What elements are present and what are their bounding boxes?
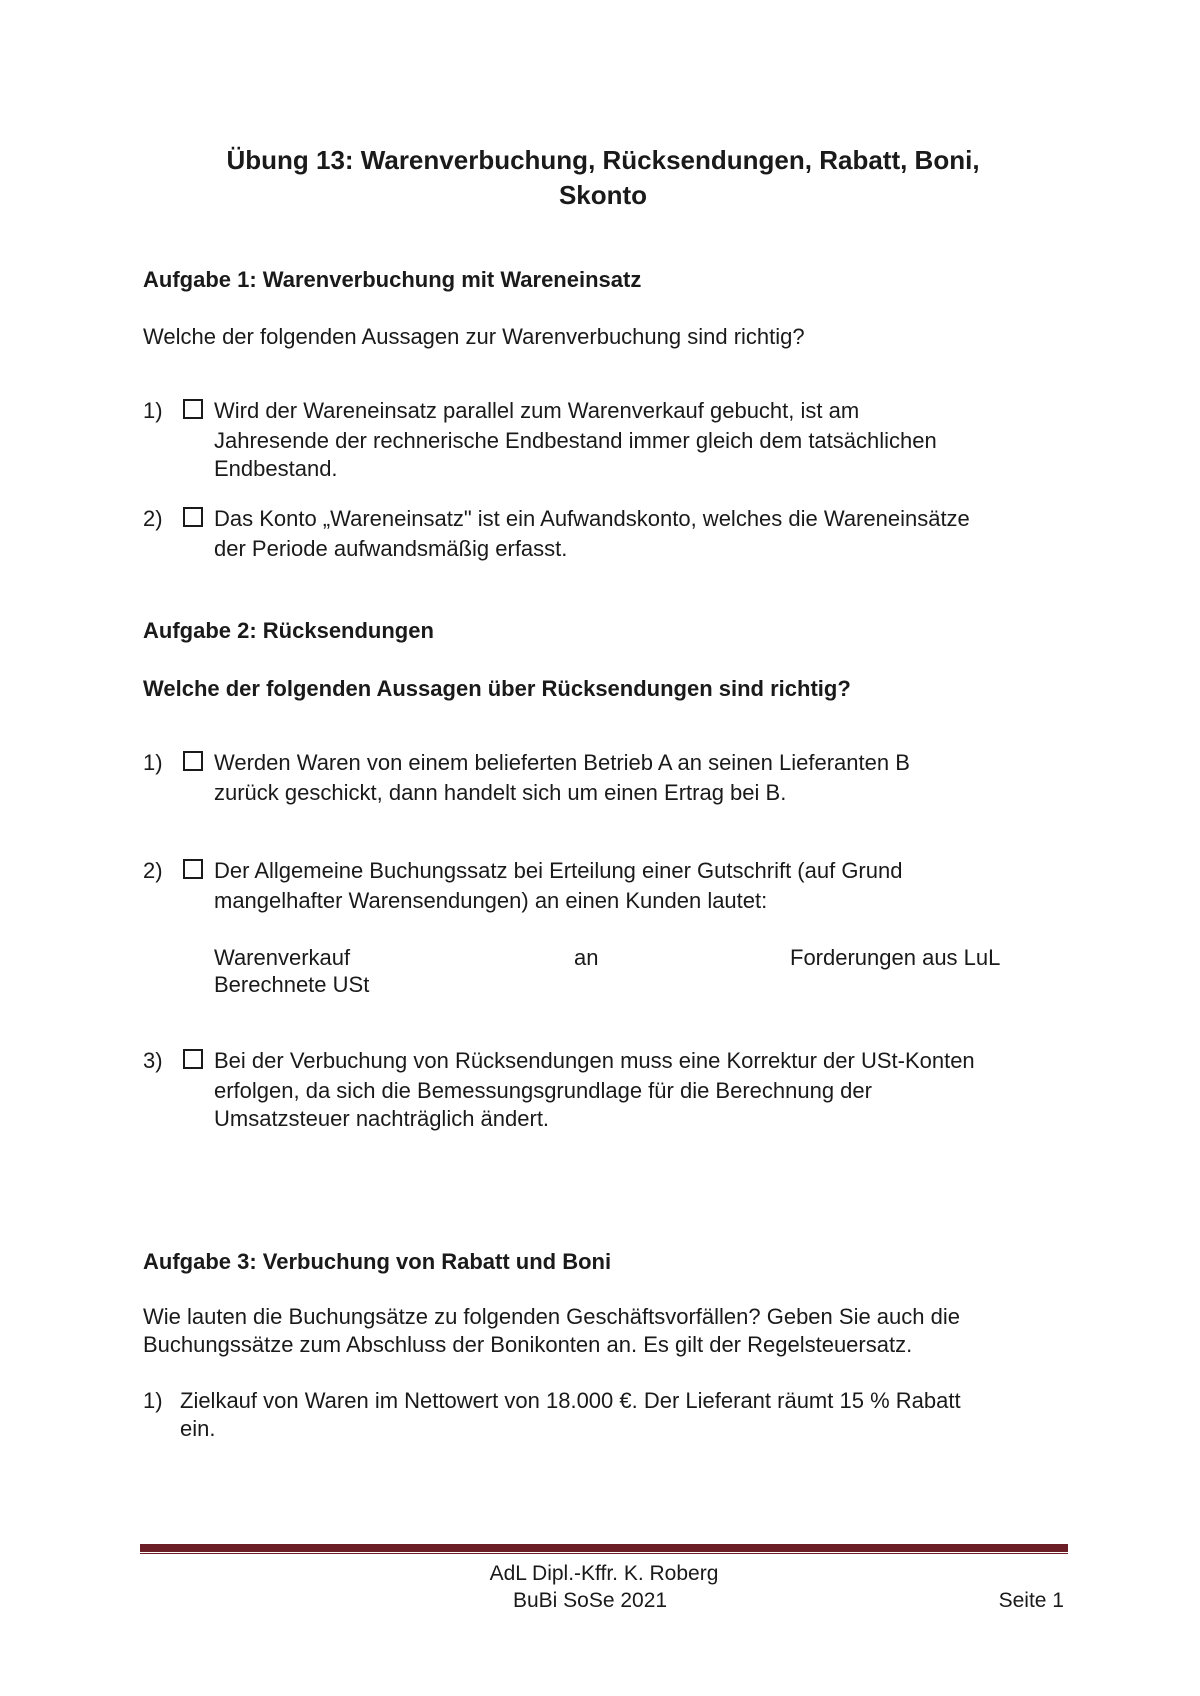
answer-checkbox[interactable]	[183, 1049, 203, 1069]
item-text-line: zurück geschickt, dann handelt sich um einen Ertrag bei B.	[214, 780, 787, 805]
item-text-line: Das Konto „Wareneinsatz" ist ein Aufwandskonto, welches die Wareneinsätze	[214, 506, 970, 531]
footer-author: AdL Dipl.-Kffr. K. Roberg	[489, 1562, 719, 1585]
item-text-line: Zielkauf von Waren im Nettowert von 18.000 €. Der Lieferant räumt 15 % Rabatt	[180, 1388, 961, 1413]
item-text-line: Wird der Wareneinsatz parallel zum Warenverkauf gebucht, ist am	[214, 398, 860, 423]
page-title	[145, 143, 1061, 213]
item-text-line: mangelhafter Warensendungen) an einen Kunden lautet:	[214, 888, 768, 913]
item-text-line: ein.	[180, 1416, 216, 1441]
booking-debit-account-2: Berechnete USt	[214, 972, 370, 997]
intro-line: Wie lauten die Buchungsätze zu folgenden Geschäftsvorfällen? Geben Sie auch die	[143, 1304, 960, 1329]
item-number: 1)	[143, 750, 163, 775]
footer-divider	[140, 1544, 1068, 1552]
item-text-line: Umsatzsteuer nachträglich ändert.	[214, 1106, 550, 1131]
footer-course: BuBi SoSe 2021	[512, 1589, 668, 1612]
task3-heading: Aufgabe 3: Verbuchung von Rabatt und Boni	[143, 1249, 612, 1274]
item-number: 2)	[143, 858, 163, 883]
item-text-line: Der Allgemeine Buchungssatz bei Erteilung einer Gutschrift (auf Grund	[214, 858, 903, 883]
item-text-line: der Periode aufwandsmäßig erfasst.	[214, 536, 568, 561]
item-number: 1)	[143, 398, 163, 423]
task1-question: Welche der folgenden Aussagen zur Warenverbuchung sind richtig?	[143, 324, 805, 349]
booking-debit-account-1: Warenverkauf	[214, 945, 351, 970]
answer-checkbox[interactable]	[183, 399, 203, 419]
task2-question: Welche der folgenden Aussagen über Rücksendungen sind richtig?	[143, 676, 851, 701]
title-line-2: Skonto	[558, 180, 648, 210]
item-text-line: Bei der Verbuchung von Rücksendungen muss eine Korrektur der USt-Konten	[214, 1048, 975, 1073]
footer-page-number: Seite 1	[998, 1589, 1064, 1612]
item-text	[180, 1386, 1070, 1442]
item-text-line: Werden Waren von einem belieferten Betrieb A an seinen Lieferanten B	[214, 750, 910, 775]
answer-checkbox[interactable]	[183, 751, 203, 771]
item-text-line: erfolgen, da sich die Bemessungsgrundlage für die Berechnung der	[214, 1078, 872, 1103]
title-line-1: Übung 13: Warenverbuchung, Rücksendungen, Rabatt, Boni,	[226, 145, 980, 175]
answer-checkbox[interactable]	[183, 859, 203, 879]
item-text-line: Endbestand.	[214, 456, 338, 481]
item-text	[214, 504, 1074, 564]
task1-heading: Aufgabe 1: Warenverbuchung mit Wareneinsatz	[143, 267, 642, 292]
item-number: 2)	[143, 506, 163, 531]
booking-connector: an	[574, 945, 599, 970]
item-text	[214, 748, 1074, 808]
item-number: 3)	[143, 1048, 163, 1073]
booking-credit-account: Forderungen aus LuL	[790, 945, 1001, 970]
task2-heading: Aufgabe 2: Rücksendungen	[143, 618, 434, 643]
item-text-line: Jahresende der rechnerische Endbestand immer gleich dem tatsächlichen	[214, 428, 937, 453]
task3-intro	[143, 1303, 960, 1359]
footer-divider-thin	[140, 1553, 1068, 1554]
answer-checkbox[interactable]	[183, 507, 203, 527]
item-text	[214, 396, 1074, 482]
item-number: 1)	[143, 1388, 163, 1413]
intro-line: Buchungssätze zum Abschluss der Bonikonten an. Es gilt der Regelsteuersatz.	[143, 1332, 913, 1357]
item-text	[214, 856, 1074, 916]
item-text	[214, 1046, 1074, 1132]
